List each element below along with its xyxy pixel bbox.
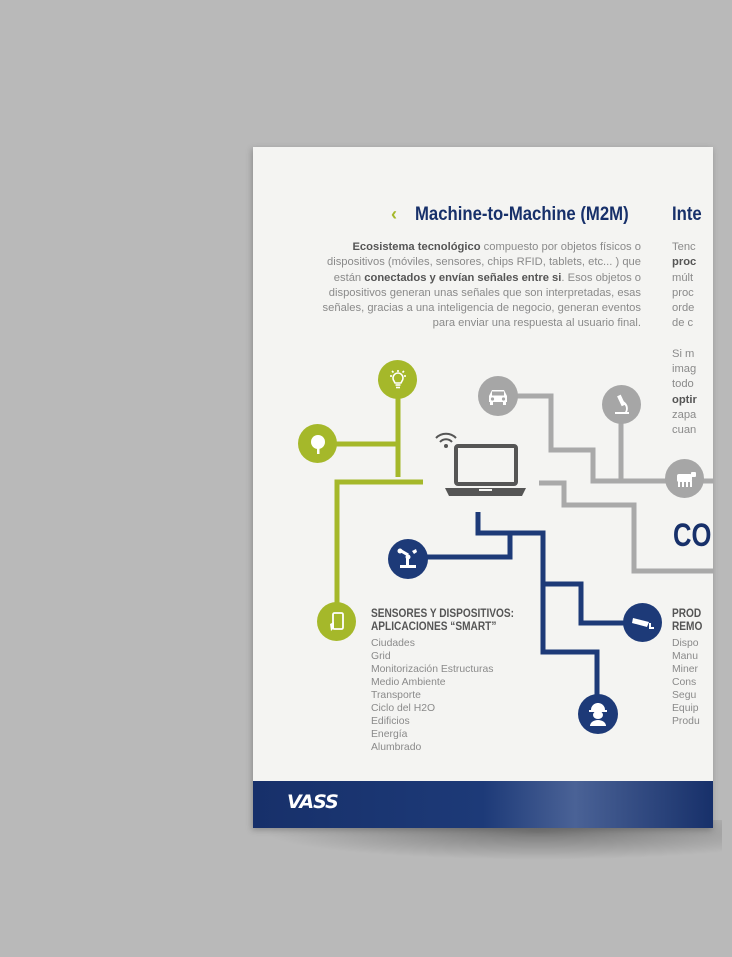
- big-heading-fragment: CO: [673, 517, 712, 553]
- cow-icon: [665, 459, 704, 498]
- robot-arm-icon: [388, 539, 428, 579]
- m2m-description: Ecosistema tecnológico compuesto por objetos físicos o dispositivos (móviles, sensores, chips RFID, tablets, etc... ) que están conectados y envían señales entre si. Esos objetos o dispositivos generan unas señales que son interpretadas, esas señales, gracias a una inteligencia de negocio, generan eventos para enviar una respuesta al usuario final.: [322, 241, 641, 330]
- right-title: Inte: [672, 204, 702, 225]
- list-item: Transporte: [371, 690, 421, 701]
- m2m-title: Machine-to-Machine (M2M): [415, 204, 629, 225]
- list-item: Ciudades: [371, 638, 415, 649]
- list-item: Equip: [672, 703, 699, 714]
- list-item: Cons: [672, 677, 697, 688]
- list-item: Energía: [371, 729, 408, 740]
- sensores-list: [371, 637, 493, 754]
- worker-helmet-icon: [578, 694, 618, 734]
- list-item: Dispo: [672, 638, 699, 649]
- list-item: Edificios: [371, 716, 410, 727]
- car-icon: [478, 376, 518, 416]
- list-item: Medio Ambiente: [371, 677, 446, 688]
- produccion-heading: PROD REMO: [672, 608, 703, 633]
- microscope-icon: [602, 385, 641, 424]
- list-item: Segu: [672, 690, 697, 701]
- list-item: Alumbrado: [371, 742, 422, 753]
- mobile-icon: [317, 602, 356, 641]
- security-camera-icon: [623, 603, 662, 642]
- brochure-page: [253, 147, 713, 828]
- list-item: Ciclo del H2O: [371, 703, 436, 714]
- sensores-heading: SENSORES Y DISPOSITIVOS: APLICACIONES “SMART”: [371, 608, 515, 633]
- chevron-left-icon[interactable]: ‹: [391, 204, 397, 224]
- vass-logo: VASS: [287, 791, 338, 813]
- tree-icon: [298, 424, 337, 463]
- list-item: Miner: [672, 664, 698, 675]
- footer-bar: [253, 781, 713, 828]
- produccion-list: [672, 637, 700, 728]
- list-item: Grid: [371, 651, 391, 662]
- lightbulb-icon: [378, 360, 417, 399]
- list-item: Produ: [672, 716, 700, 727]
- right-description: Tenc proc múlt proc orde de c Si m imag todo optir zapa cuan: [672, 241, 697, 437]
- list-item: Manu: [672, 651, 698, 662]
- list-item: Monitorización Estructuras: [371, 664, 494, 675]
- laptop-icon: [443, 444, 528, 507]
